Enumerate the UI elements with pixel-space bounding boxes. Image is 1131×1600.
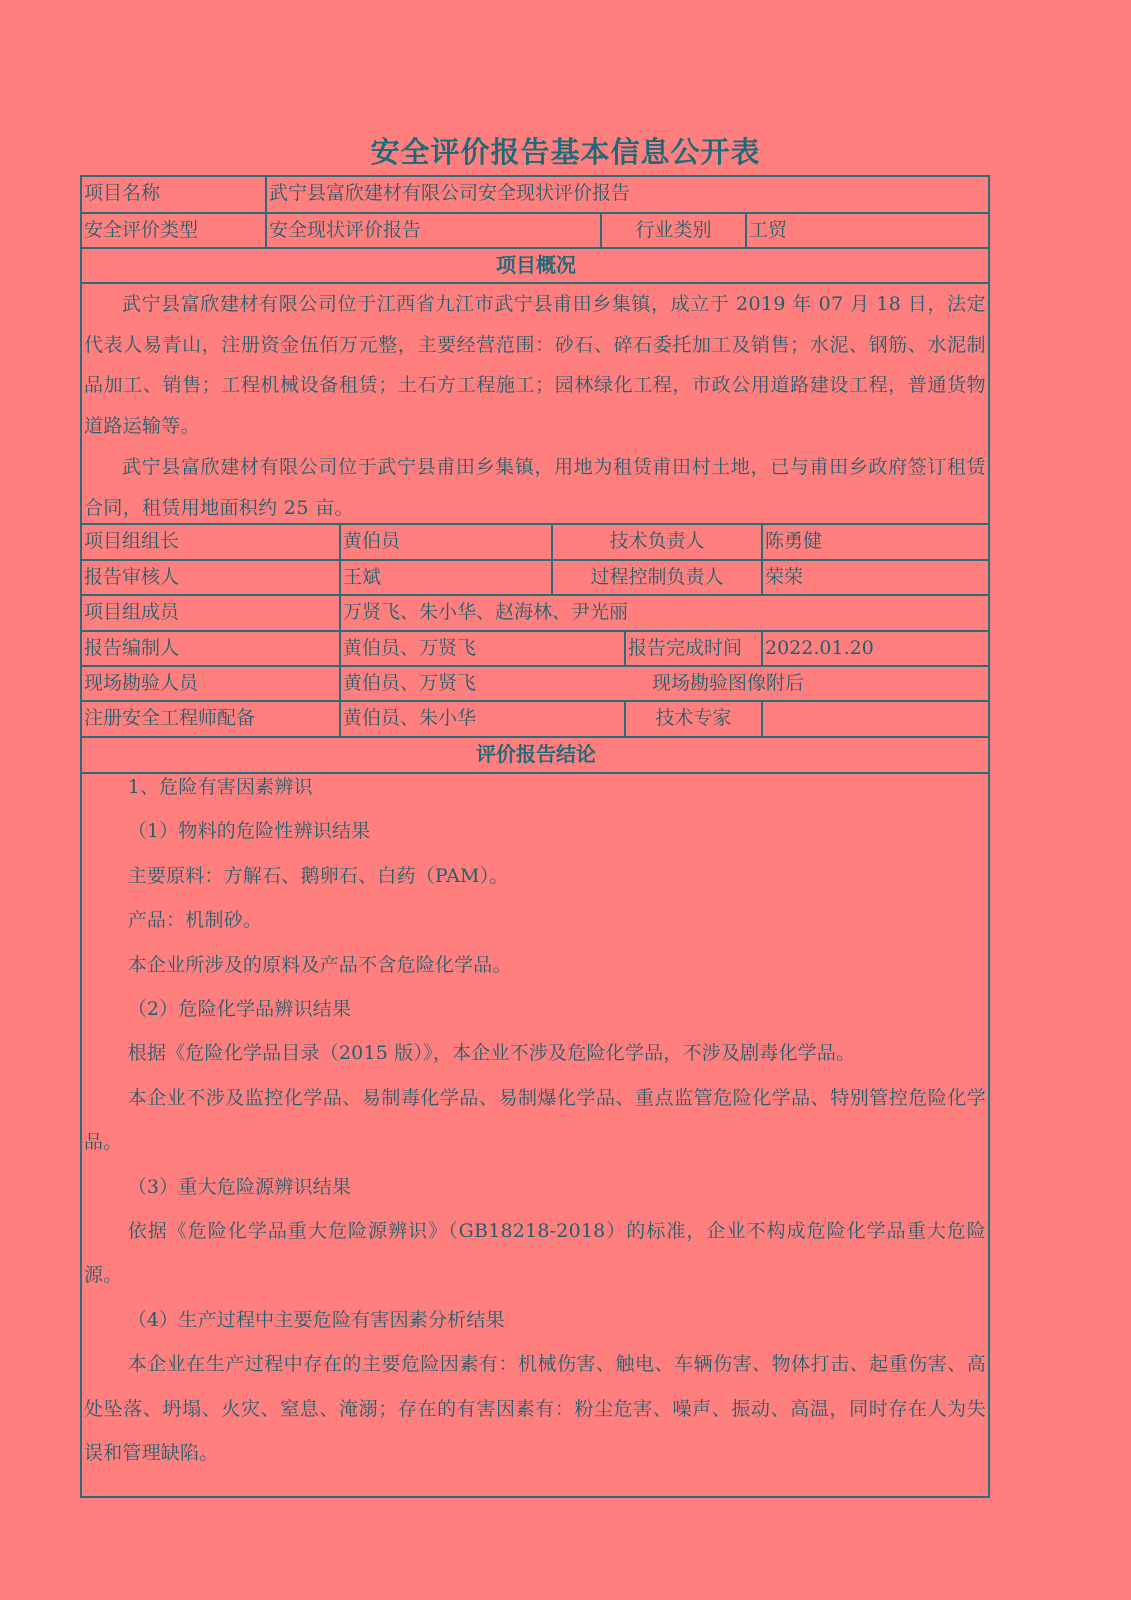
tech-lead-label: 技术负责人	[551, 525, 761, 559]
completion-value: 2022.01.20	[761, 632, 988, 665]
members-label: 项目组成员	[84, 601, 180, 623]
conclusion-paragraph: 根据《危险化学品目录（2015 版）》，本企业不涉及危险化学品，不涉及剧毒化学品。	[127, 1042, 856, 1065]
expert-value	[761, 702, 988, 736]
survey-label: 现场勘验人员	[84, 672, 199, 694]
conclusion-paragraph: 本企业所涉及的原料及产品不含危险化学品。	[127, 953, 512, 976]
conclusion-paragraph: 本企业不涉及监控化学品、易制毒化学品、易制爆化学品、重点监管危险化学品、特别管控危险化学品。	[84, 1086, 986, 1154]
survey-value: 黄伯员、万贤飞	[339, 667, 624, 700]
engineer-value: 黄伯员、朱小华	[339, 702, 624, 736]
info-table	[80, 175, 990, 1498]
row-overview-heading	[82, 249, 988, 284]
compiler-value: 黄伯员、万贤飞	[339, 632, 624, 665]
project-name-value: 武宁县富欣建材有限公司安全现状评价报告	[265, 177, 988, 212]
conclusion-paragraph: （4）生产过程中主要危险有害因素分析结果	[127, 1308, 505, 1331]
row-members	[82, 596, 988, 632]
process-lead-value: 荣荣	[761, 561, 988, 594]
row-eval-type	[82, 214, 988, 249]
project-name-label: 项目名称	[84, 182, 161, 204]
conclusion-paragraph: （3）重大危险源辨识结果	[127, 1175, 352, 1198]
row-survey	[82, 667, 988, 702]
conclusion-paragraph: 1、危险有害因素辨识	[127, 776, 313, 798]
row-leader	[82, 525, 988, 561]
row-engineer	[82, 702, 988, 738]
overview-text	[82, 284, 988, 528]
completion-label: 报告完成时间	[624, 632, 761, 665]
industry-label: 行业类别	[600, 214, 745, 247]
expert-label: 技术专家	[624, 702, 761, 736]
members-value: 万贤飞、朱小华、赵海林、尹光丽	[339, 596, 988, 630]
conclusion-paragraph: （2）危险化学品辨识结果	[127, 998, 352, 1021]
overview-paragraph: 武宁县富欣建材有限公司位于武宁县甫田乡集镇，用地为租赁甫田村土地，已与甫田乡政府签订租赁合同，租赁用地面积约 25 亩。	[84, 455, 986, 519]
overview-paragraph: 武宁县富欣建材有限公司位于江西省九江市武宁县甫田乡集镇，成立于 2019 年 07 月 18 日，法定代表人易青山，注册资金伍佰万元整，主要经营范围：砂石、碎石委托加工及销售；水泥、钢筋、水泥制品加工、销售；工程机械设备租赁；土石方工程施工；园林绿化工程，市政公用道路建设工程，普通货物道路运输等。	[84, 293, 986, 438]
conclusion-paragraph: 本企业在生产过程中存在的主要危险因素有：机械伤害、触电、车辆伤害、物体打击、起重伤害、高处坠落、坍塌、火灾、窒息、淹溺；存在的有害因素有：粉尘危害、噪声、振动、高温，同时存在人为失误和管理缺陷。	[84, 1353, 986, 1465]
conclusion-paragraph: 产品：机制砂。	[127, 909, 263, 932]
tech-lead-value: 陈勇健	[761, 525, 988, 559]
process-lead-label: 过程控制负责人	[551, 561, 761, 594]
leader-value: 黄伯员	[339, 525, 551, 559]
reviewer-label: 报告审核人	[84, 566, 180, 588]
row-overview-text	[82, 284, 988, 525]
industry-value: 工贸	[745, 214, 988, 247]
page-title: 安全评价报告基本信息公开表	[370, 135, 761, 169]
row-project-name	[82, 177, 988, 214]
row-compiler	[82, 632, 988, 667]
reviewer-value: 王斌	[339, 561, 551, 594]
conclusion-text	[82, 774, 988, 1476]
row-reviewer	[82, 561, 988, 596]
conclusion-heading: 评价报告结论	[476, 742, 596, 766]
conclusion-paragraph: 主要原料：方解石、鹅卵石、白药（PAM）。	[127, 864, 509, 887]
leader-label: 项目组组长	[84, 530, 180, 552]
conclusion-paragraph: （1）物料的危险性辨识结果	[127, 820, 371, 843]
conclusion-paragraph: 依据《危险化学品重大危险源辨识》（GB18218-2018）的标准，企业不构成危险化学品重大危险源。	[84, 1220, 986, 1287]
eval-type-value: 安全现状评价报告	[265, 214, 600, 247]
engineer-label: 注册安全工程师配备	[84, 707, 256, 729]
overview-heading: 项目概况	[496, 253, 576, 277]
compiler-label: 报告编制人	[84, 637, 180, 659]
survey-note: 现场勘验图像附后	[652, 672, 805, 694]
eval-type-label: 安全评价类型	[84, 219, 199, 241]
